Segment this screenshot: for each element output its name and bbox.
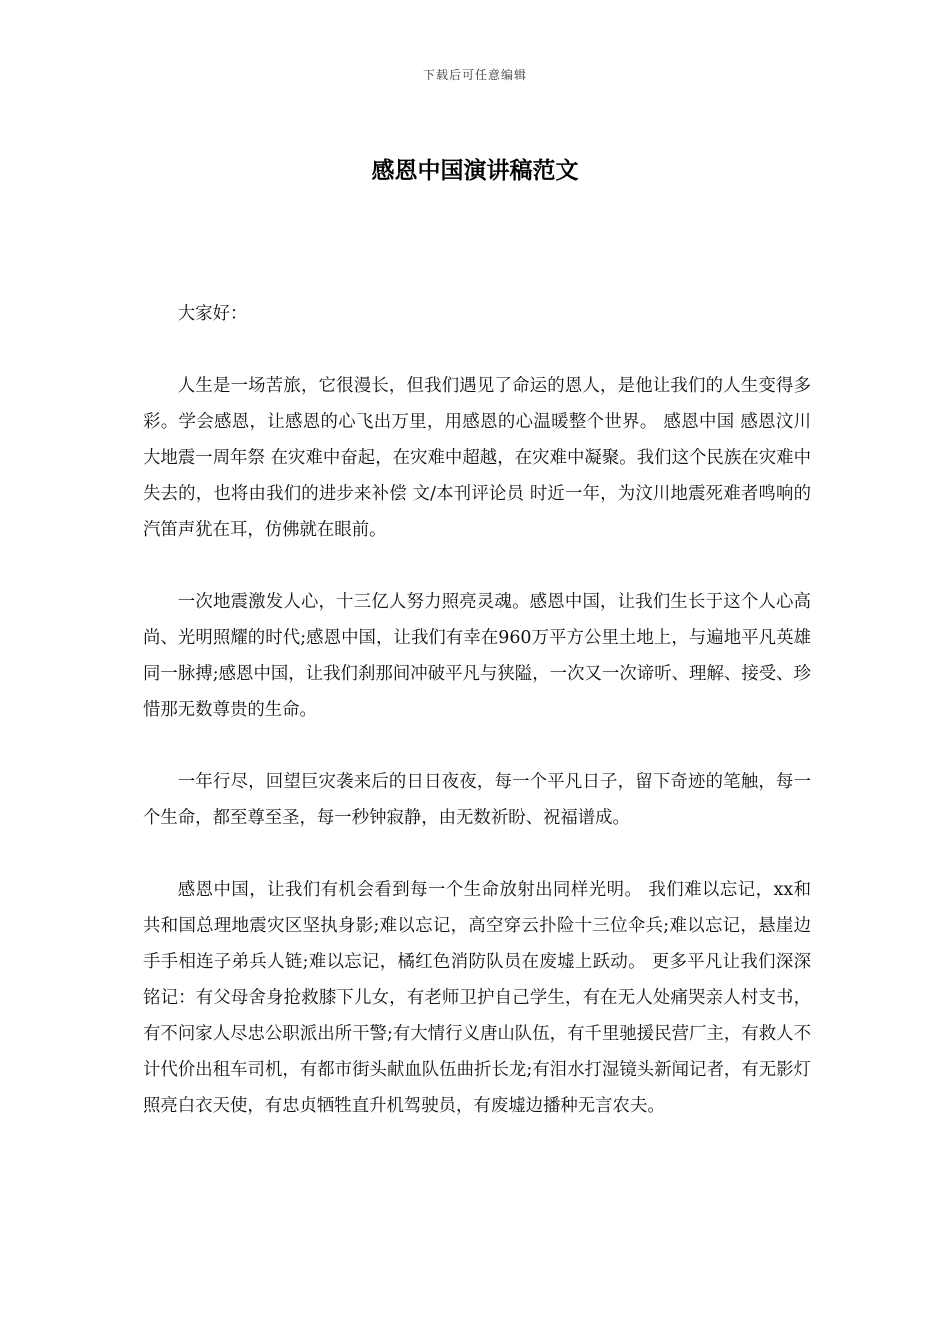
document-title: 感恩中国演讲稿范文 [371, 158, 579, 184]
body-paragraph-4: 感恩中国，让我们有机会看到每一个生命放射出同样光明。 我们难以忘记，xx和共和国总理地震灾区坚执身影;难以忘记，高空穿云扑险十三位伞兵;难以忘记，悬崖边手手相连子弟兵人链;难以忘记，橘红色消防队员在废墟上跃动。 更多平凡让我们深深铭记：有父母舍身抢救膝下儿女，有老师卫护自己学生，有在无人处痛哭亲人村支书，有不问家人尽忠公职派出所干警;有大情行义唐山队伍，有千里驰援民营厂主，有救人不计代价出租车司机，有都市街头献血队伍曲折长龙;有泪水打湿镜头新闻记者，有无影灯照亮白衣天使，有忠贞牺牲直升机驾驶员，有废墟边播种无言农夫。 [143, 880, 811, 1116]
header-note: 下载后可任意编辑 [422, 68, 527, 82]
document-body [143, 296, 811, 1160]
body-paragraph-2: 一次地震激发人心，十三亿人努力照亮灵魂。感恩中国，让我们生长于这个人心高尚、光明照耀的时代;感恩中国，让我们有幸在960万平方公里土地上，与遍地平凡英雄同一脉搏;感恩中国，让我们刹那间冲破平凡与狭隘，一次又一次谛听、理解、接受、珍惜那无数尊贵的生命。 [143, 592, 811, 720]
body-paragraph-1: 人生是一场苦旅，它很漫长，但我们遇见了命运的恩人，是他让我们的人生变得多彩。学会感恩，让感恩的心飞出万里，用感恩的心温暖整个世界。 感恩中国 感恩汶川大地震一周年祭 在灾难中奋起，在灾难中超越，在灾难中凝聚。我们这个民族在灾难中失去的，也将由我们的进步来补偿 文/本刊评论员 时近一年，为汶川地震死难者鸣响的汽笛声犹在耳，仿佛就在眼前。 [143, 376, 811, 540]
greeting-paragraph: 大家好： [177, 304, 248, 324]
body-paragraph-3: 一年行尽，回望巨灾袭来后的日日夜夜，每一个平凡日子，留下奇迹的笔触，每一个生命，都至尊至圣，每一秒钟寂静，由无数祈盼、祝福谱成。 [143, 772, 811, 828]
